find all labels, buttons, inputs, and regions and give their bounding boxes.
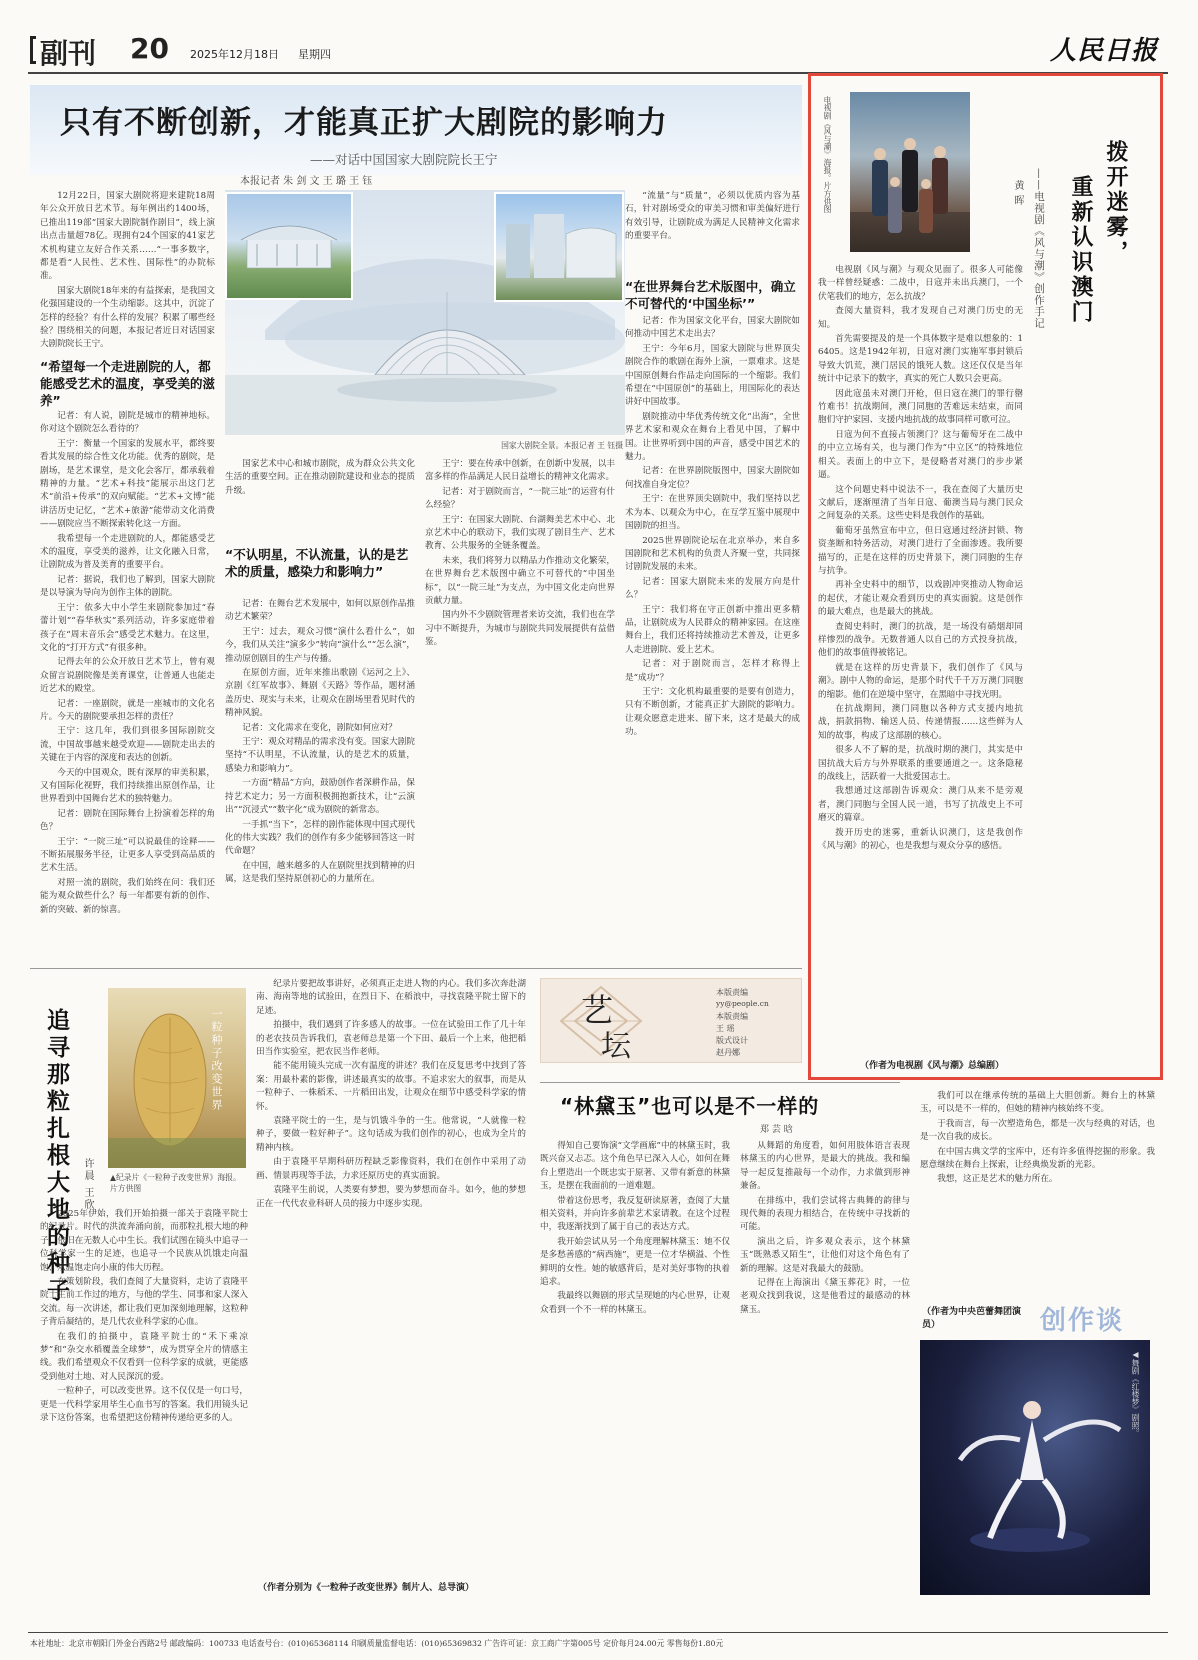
- lindaiyu-body-col1: [540, 1140, 730, 1580]
- paragraph: 葡萄牙虽然宣布中立，但日寇通过经济封锁、物资垄断和特务活动，对澳门进行了全面渗透。我所要描写的，正是在这样的历史背景下，澳门同胞的生存与抗争。: [818, 525, 1023, 576]
- paragraph: 记者：有人说，剧院是城市的精神地标。你对这个剧院怎么看待的？: [40, 411, 215, 435]
- lead-subhead-3: “在世界舞台艺术版图中，确立不可替代的‘中国坐标’”: [625, 279, 796, 311]
- paragraph: 王宁：这几年，我们到很多国际剧院交流，中国故事越来越受欢迎——剧院走出去的关键在于内容的深度和表达的创新。: [40, 726, 215, 764]
- paragraph: 2025世界剧院论坛在北京举办，来自多国剧院和艺术机构的负责人齐聚一堂，共同探讨剧院发展的未来。: [625, 535, 800, 573]
- lindaiyu-body-col3: [920, 1090, 1155, 1300]
- paragraph: 得知自己要饰演“文学画廊”中的林黛玉时，我既兴奋又忐忑。这个角色早已深入人心，如何在舞台上塑造出一个既忠实于原著、又带有新意的林黛玉，是摆在我面前的一道难题。: [540, 1141, 730, 1192]
- paragraph: 我希望每一个走进剧院的人，都能感受艺术的温度，享受美的滋养，让文化融入日常，让剧院成为普及美育的重要平台。: [40, 533, 215, 571]
- seed-photo-caption: ▲纪录片《一粒种子改变世界》海报。片方供图: [110, 1173, 241, 1193]
- yitan-logo-char1: 艺: [581, 991, 614, 1029]
- paragraph: 在我们的拍摄中，袁隆平院士的“禾下乘凉梦”和“杂交水稻覆盖全球梦”，成为贯穿全片的情感主线。我们希望观众不仅看到一位科学家的成就，更能感受到他对土地、对人民深沉的爱。: [40, 1331, 248, 1382]
- issue-date: 2025年12月18日: [190, 48, 279, 61]
- lindaiyu-title: “林黛玉”也可以是不一样的: [560, 1094, 820, 1118]
- lindaiyu-photo: [920, 1340, 1150, 1595]
- paragraph: 12月22日，国家大剧院将迎来建院18周年公众开放日艺术节。每年例出约1400场，已推出119部“国家大剧院制作剧目”，线上演出点击量超78亿。现拥有24个国家的41家艺术机构建立友好合作关系……“一事多数字，都是看“人民性、艺术性、国际性”的办院标准。: [40, 191, 215, 282]
- masthead: [30, 30, 1165, 70]
- paragraph: “流量”与“质量”，必须以优质内容为基石，针对剧场受众的审美习惯和审美偏好进行有效引导，让剧院成为满足人民精神文化需求的重要平台。: [625, 191, 800, 242]
- paragraph: 袁隆平院士的一生，是与饥饿斗争的一生。他常说，“人就像一粒种子，要做一粒好种子”。这句话成为我们创作的初心，也成为全片的精神内核。: [256, 1116, 526, 1153]
- paragraph: 一粒种子，可以改变世界。这不仅仅是一句口号，更是一代科学家用毕生心血书写的答案。我们用镜头记录下这份答案，也希望把这份精神传递给更多的人。: [40, 1386, 248, 1424]
- fengyuchao-poster-caption: 电视剧《风与潮》海报。片方供图: [823, 96, 832, 213]
- paragraph: 电视剧《风与潮》与观众见面了。很多人可能像我一样曾经疑惑：二战中，日寇并未出兵澳门，一个伏笔我们的地方，怎么抗战？: [818, 265, 1023, 302]
- paragraph: 记者：文化需求在变化，剧院如何应对？: [242, 722, 397, 733]
- section-name: 副刊: [40, 37, 97, 70]
- paragraph: 就是在这样的历史背景下，我们创作了《风与潮》。剧中人物的命运，是那个时代千千万万澳门同胞的缩影。他们在逆境中坚守，在黑暗中寻找光明。: [818, 662, 1023, 700]
- poster-figures-illustration: [850, 92, 970, 252]
- lead-body-col1: [40, 410, 215, 958]
- seed-photo-text: 一粒种子改变世界: [210, 1008, 223, 1112]
- paragraph: 因此寇虽未对澳门开枪，但日寇在澳门的罪行罄竹难书！抗战期间，澳门同胞的苦难远未结束，而同胞们守护家园、支援内地抗战的故事同样可歌可泣。: [818, 388, 1023, 426]
- paragraph: 今天的中国观众，既有深厚的审美积累，又有国际化视野，我们持续推出原创作品，让世界看到中国舞台艺术的独特魅力。: [40, 767, 215, 805]
- rice-seed-illustration: [108, 988, 246, 1168]
- paragraph: 国内外不少剧院管理者来访交流，我们也在学习中不断提升，为城市与剧院共同发展提供有益借鉴。: [425, 610, 615, 648]
- paragraph: 剧院推动中华优秀传统文化“出海”，全世界艺术家和观众在舞台上看见中国，了解中国。让世界听到中国的声音，感受中国艺术的魅力。: [625, 411, 800, 463]
- building-illustration: [496, 194, 622, 300]
- paragraph: 王宁：今年6月，国家大剧院与世界顶尖剧院合作的歌剧在海外上演，一票难求。这是中国原创舞台作品走向国际的一个缩影。我们希望在“中国原创”的基础上，用国际化的表达讲好中国故事。: [625, 343, 800, 408]
- paragraph: 拨开历史的迷雾，重新认识澳门，这是我创作《风与潮》的初心，也是我想与观众分享的感悟。: [818, 827, 1023, 852]
- fengyuchao-body: [818, 264, 1023, 1054]
- lead-subhead-2: “不认明星，不认流量，认的是艺术的质量，感染力和影响力”: [225, 547, 409, 579]
- paragraph: 带着这份思考，我反复研读原著，查阅了大量相关资料，并向许多前辈艺术家请教。在这个过程中，我逐渐找到了属于自己的表达方式。: [540, 1195, 730, 1233]
- page-number: 20: [130, 32, 169, 65]
- paragraph: 我们可以在继承传统的基础上大胆创新。舞台上的林黛玉，可以是不一样的，但她的精神内核始终不变。: [920, 1091, 1155, 1115]
- paragraph: 记者：对于剧院而言，“一院三址”的运营有什么经验？: [425, 486, 615, 511]
- paragraph: 未来，我们将努力以精品力作推动文化繁荣，在世界舞台艺术版图中确立不可替代的“中国坐标”，以“一院三址”为支点，为中国文化走向世界贡献力量。: [425, 555, 615, 607]
- lead-inset-photo-right: [494, 192, 624, 302]
- fengyuchao-poster: [850, 92, 970, 252]
- fengyuchao-title-line1: 拨开迷雾，: [1103, 140, 1128, 265]
- paragraph: 王宁：文化机构最重要的是要有创造力，只有不断创新，才能真正扩大剧院的影响力。让观众愿意走进来、留下来，这才是最大的成功。: [625, 686, 800, 738]
- yitan-role-3: 版式设计: [716, 1036, 748, 1045]
- paragraph: 我想通过这部剧告诉观众：澳门从来不是旁观者，澳门同胞与全国人民一道，书写了抗战史上不可磨灭的篇章。: [818, 786, 1023, 824]
- paragraph: 拍摄中，我们遇到了许多感人的故事。一位在试验田工作了几十年的老农技员告诉我们，袁老师总是第一个下田、最后一个上来，他把稻田当作实验室，把农民当作老师。: [256, 1020, 526, 1058]
- paragraph: 查阅大量资料，我才发现自己对澳门历史的无知。: [818, 306, 1023, 330]
- paragraph: 在策划阶段，我们查阅了大量资料，走访了袁隆平院士生前工作过的地方，与他的学生、同事和家人深入交流。每一次讲述，都让我们更加深刻地理解，这粒种子背后凝结的，是几代农业科学家的心血。: [40, 1277, 248, 1328]
- seed-signature: （作者分别为《一粒种子改变世界》制片人、总导演）: [258, 1583, 475, 1593]
- paragraph: 一手抓“当下”，怎样的剧作能体现中国式现代化的伟大实践？我们的创作有多少能够回答这一时代命题？: [225, 819, 415, 857]
- paragraph: 记者：一座剧院，就是一座城市的文化名片。今天的剧院要承担怎样的责任？: [40, 698, 215, 722]
- paragraph: 我开始尝试从另一个角度理解林黛玉：她不仅是多愁善感的“病西施”，更是一位才华横溢、个性鲜明的女性。她的敏感背后，是对美好事物的执着追求。: [540, 1236, 730, 1288]
- paragraph: 记得在上海演出《黛玉葬花》时，一位老观众找到我说，这是他看过的最感动的林黛玉。: [740, 1278, 910, 1315]
- paragraph: 记者：剧院在国际舞台上扮演着怎样的角色？: [40, 808, 215, 833]
- paragraph: 国家艺术中心和城市剧院，成为群众公共文化生活的重要空间。正在推动剧院建设和业态的提质升级。: [225, 459, 415, 496]
- lindaiyu-stamp: 创作谈: [1040, 1306, 1125, 1336]
- lindaiyu-photo-caption: ◀舞剧《红楼梦》剧照。: [1131, 1350, 1140, 1437]
- paragraph: 记者：在世界剧院版图中，国家大剧院如何找准自身定位？: [625, 466, 800, 490]
- paragraph: 在中国，越来越多的人在剧院里找到精神的归属，这是我们坚持原创初心的力量所在。: [225, 860, 415, 885]
- lead-inset-photo-left: [225, 192, 353, 300]
- paragraph: 王宁：我们将在守正创新中推出更多精品，让剧院成为人民群众的精神家园。在这座舞台上，我们还将持续推动艺术普及，让更多人走进剧院、爱上艺术。: [625, 604, 800, 655]
- paragraph: 记者：对于剧院而言，怎样才称得上是“成功”？: [625, 659, 800, 683]
- lead-subhead-1: “希望每一个走进剧院的人，都能感受艺术的温度，享受美的滋养”: [40, 359, 216, 408]
- yitan-box: [540, 978, 802, 1063]
- paragraph: 一方面“精品”方向，鼓励创作者深耕作品，保持艺术定力；另一方面积极拥抱新技术，让“云演出”“沉浸式”“数字化”成为剧院的新常态。: [225, 778, 415, 816]
- seed-body-col2: [256, 978, 526, 1578]
- paragraph: 王宁：依多大中小学生来剧院参加过“春蕾计划”“春华秋实”系列活动，许多家庭带着孩子在“周末音乐会”感受艺术魅力。在这里，文化的“打开方式”有很多种。: [40, 602, 215, 653]
- paragraph: 2025年伊始，我们开始拍摄一部关于袁隆平院士的纪录片。时代的洪流奔涌向前，而那粒扎根大地的种子，依旧在无数人心中生长。我们试图在镜头中追寻一位科学家一生的足迹，也追寻一个民族从饥饿走向温饱、从温饱走向小康的伟大历程。: [40, 1209, 248, 1273]
- paragraph: 从舞蹈的角度看，如何用肢体语言表现林黛玉的内心世界，是最大的挑战。我和编导一起反复推敲每一个动作，力求做到形神兼备。: [740, 1141, 910, 1192]
- paragraph: 这个问题史料中说法不一，我在查阅了大量历史文献后，逐渐厘清了当年日寇、葡澳当局与澳门民众之间复杂的关系。这些史料是我创作的基础。: [818, 484, 1023, 522]
- fengyuchao-title-line2: 重新认识澳门: [1068, 175, 1093, 325]
- lindaiyu-signature: （作者为中央芭蕾舞团演员）: [922, 1307, 1022, 1330]
- paragraph: 王宁：要在传承中创新，在创新中发展，以丰富多样的作品满足人民日益增长的精神文化需求。: [425, 459, 615, 483]
- lead-headline: 只有不断创新，才能真正扩大剧院的影响力: [60, 105, 668, 141]
- yitan-email: yy@people.cn: [716, 999, 769, 1008]
- paragraph: 查阅史料时，澳门的抗战，是一场没有硝烟却同样惨烈的战争。无数普通人以自己的方式投身抗战，他们的故事值得被铭记。: [818, 621, 1023, 659]
- paragraph: 袁隆平生前说，人类要有梦想，要为梦想而奋斗。如今，他的梦想正在一代代农业科研人员的接力中逐步实现。: [256, 1185, 526, 1209]
- paragraph: 在抗战期间，澳门同胞以各种方式支援内地抗战，捐款捐物、输送人员、传递情报……这些鲜为人知的故事，构成了这部剧的核心。: [818, 704, 1023, 741]
- footer-rule: [28, 1632, 1168, 1633]
- newspaper-logo: 人民日报: [1050, 36, 1159, 66]
- paragraph: 在排练中，我们尝试将古典舞的韵律与现代舞的表现力相结合，在传统中寻找新的可能。: [740, 1195, 910, 1233]
- paragraph: 记者：国家大剧院未来的发展方向是什么？: [625, 576, 800, 601]
- section-bracket: [30, 36, 36, 64]
- paragraph: 于我而言，每一次塑造角色，都是一次与经典的对话，也是一次自我的成长。: [920, 1118, 1155, 1143]
- lead-body-col3: [425, 458, 615, 958]
- lindaiyu-top-rule: [540, 1082, 900, 1083]
- yitan-role-4: 赵丹娜: [716, 1048, 740, 1057]
- paragraph: 王宁：观众对精品的需求没有变。国家大剧院坚持“不认明星，不认流量，认的是艺术的质量，感染力和影响力”。: [225, 737, 415, 774]
- fengyuchao-signature: （作者为电视剧《风与潮》总编剧）: [860, 1061, 1005, 1071]
- paragraph: 日寇为何不直接占领澳门？这与葡萄牙在二战中的中立立场有关，也与澳门作为“中立区”的特殊地位相关。表面上的中立下，是侵略者对澳门的步步紧逼。: [818, 429, 1023, 481]
- paragraph: 再补全史料中的细节，以戏剧冲突推动人物命运的起伏，才能让观众看到历史的真实面貌。这是创作的最大难点，也是最大的挑战。: [818, 580, 1023, 618]
- yitan-role-1: 本版责编: [716, 1012, 748, 1021]
- yitan-logo-char2: 坛: [601, 1029, 631, 1064]
- paragraph: 很多人不了解的是，抗战时期的澳门，其实是中国抗战大后方与外界联系的重要通道之一。这条隐秘的战线上，活跃着一大批爱国志士。: [818, 745, 1023, 783]
- paragraph: 王宁：衡量一个国家的发展水平，都终要看其发展的综合性文化功能。优秀的剧院，是剧场，是艺术课堂，是文化会客厅，都承载着精神的力量。“艺术+科技”能展示出这门艺术“前沿+传承”的双向赋能。“艺术+文博”能讲活历史记忆，“艺术+旅游”能带动文化消费——剧院应当不断探索转化这一方面。: [40, 438, 215, 530]
- fengyuchao-subtitle: ——电视剧《风与潮》创作手记: [1033, 168, 1045, 329]
- lead-body-col4-top: [625, 190, 800, 272]
- lead-subtitle: ——对话中国国家大剧院院长王宁: [310, 152, 498, 167]
- paragraph: 国家大剧院18年来的有益探索，是我国文化强国建设的一个生动缩影。这其中，沉淀了怎样的经验？有什么样的发展？积累了哪些经验？围绕相关的问题，本报记者近日对话国家大剧院院长王宁。: [40, 285, 215, 350]
- paragraph: 能不能用镜头完成一次有温度的讲述？我们在反复思考中找到了答案：用最朴素的影像，讲述最真实的故事。不追求宏大的叙事，而是从一粒种子、一株稻禾、一片稻田出发，让观众在细节中感受科学家的情怀。: [256, 1061, 526, 1112]
- seed-body-col1: [40, 1208, 248, 1593]
- section-divider: [30, 968, 802, 969]
- seed-photo: [108, 988, 246, 1168]
- paragraph: 记者：作为国家文化平台，国家大剧院如何推动中国艺术走出去？: [625, 316, 800, 340]
- paragraph: 王宁：在国家大剧院、台湖舞美艺术中心、北京艺术中心的联动下，我们实现了剧目生产、艺术教育、公共服务的全链条覆盖。: [425, 514, 615, 552]
- yitan-role-2: 王 瑶: [716, 1024, 735, 1033]
- building-illustration: [227, 194, 351, 298]
- lead-body-col2a: [225, 458, 415, 540]
- paragraph: 王宁：过去，观众习惯“演什么看什么”，如今，我们从关注“演多少”转向“演什么”“怎么演”，推动原创剧目的生产与传播。: [225, 626, 415, 664]
- paragraph: 我最终以舞剧的形式呈现她的内心世界，让观众看到一个不一样的林黛玉。: [540, 1291, 730, 1315]
- lead-body-col2: [225, 598, 415, 958]
- paragraph: 王宁：在世界顶尖剧院中，我们坚持以艺术为本、以观众为中心，在互学互鉴中展现中国剧院的担当。: [625, 494, 800, 532]
- paragraph: 在中国古典文学的宝库中，还有许多值得挖掘的形象。我愿意继续在舞台上探索，让经典焕发新的光彩。: [920, 1146, 1155, 1171]
- paragraph: 演出之后，许多观众表示，这个林黛玉“既熟悉又陌生”，让他们对这个角色有了新的理解。这是对我最大的鼓励。: [740, 1236, 910, 1274]
- dancer-illustration: [920, 1340, 1150, 1595]
- paragraph: 我想，这正是艺术的魅力所在。: [937, 1174, 1058, 1185]
- seed-title: 追寻那粒扎根大地的种子: [43, 1008, 69, 1305]
- paragraph: 记者：在舞台艺术发展中，如何以原创作品推动艺术繁荣？: [225, 599, 415, 623]
- lead-photo-caption: 国家大剧院全景。本报记者 王 钰摄: [501, 441, 623, 450]
- footer-info: 本社地址：北京市朝阳门外金台西路2号 邮政编码：100733 电话查号台：(010)65368114 印刷质量监督电话：(010)65369832 广告许可证：京工商广字第005号 定价每月24.00元 零售每份1.80元: [30, 1639, 724, 1648]
- issue-weekday: 星期四: [298, 48, 331, 61]
- paragraph: 王宁：“一院三址”可以说最佳的诠释——不断拓展服务半径，让更多人享受到高品质的艺术生活。: [40, 836, 215, 874]
- paragraph: 记者：据说，我们也了解到，国家大剧院是以导演为导向为创作主体的剧院。: [40, 574, 215, 599]
- paragraph: 对照一流的剧院，我们始终在问：我们还能为观众做些什么？每一年都要有新的创作、新的突破、新的惊喜。: [40, 877, 215, 915]
- lindaiyu-author: 郑 芸 晗: [760, 1125, 793, 1135]
- lindaiyu-body-col2: [740, 1140, 910, 1580]
- lead-byline: 本报记者 朱 剑 文 王 璐 王 钰: [240, 176, 373, 187]
- paragraph: 纪录片要把故事讲好，必须真正走进人物的内心。我们多次奔赴湖南、海南等地的试验田，在烈日下、在稻浪中，寻找袁隆平院士留下的足迹。: [256, 979, 526, 1016]
- paragraph: 由于袁隆平早期科研历程缺乏影像资料，我们在创作中采用了动画、情景再现等手法，力求还原历史的真实面貌。: [256, 1157, 526, 1181]
- lead-intro: [40, 190, 215, 352]
- paragraph: 在原创方面，近年来推出歌剧《运河之上》、京剧《红军故事》、舞剧《天路》等作品，题材涵盖历史、现实与未来，让观众在剧场里看见时代的精神风貌。: [225, 668, 415, 719]
- seed-author: 许晨 王欣: [82, 1158, 93, 1212]
- lead-body-col4: [625, 315, 800, 958]
- fengyuchao-author: 黄 晖: [1012, 180, 1023, 207]
- paragraph: 记得去年的公众开放日艺术节上，曾有观众留言说剧院像是美育课堂，让普通人也能走近艺术的殿堂。: [40, 657, 215, 695]
- paragraph: 首先需要提及的是一个具体数字是难以想象的：16405。这是1942年初，日寇对澳门实施军事封锁后导致大饥荒，澳门居民的饿死人数。这还仅仅是当年统计中记录下的数字，真实的死亡人数只会更高。: [818, 334, 1023, 385]
- yitan-editor-label: 本版责编: [716, 988, 748, 997]
